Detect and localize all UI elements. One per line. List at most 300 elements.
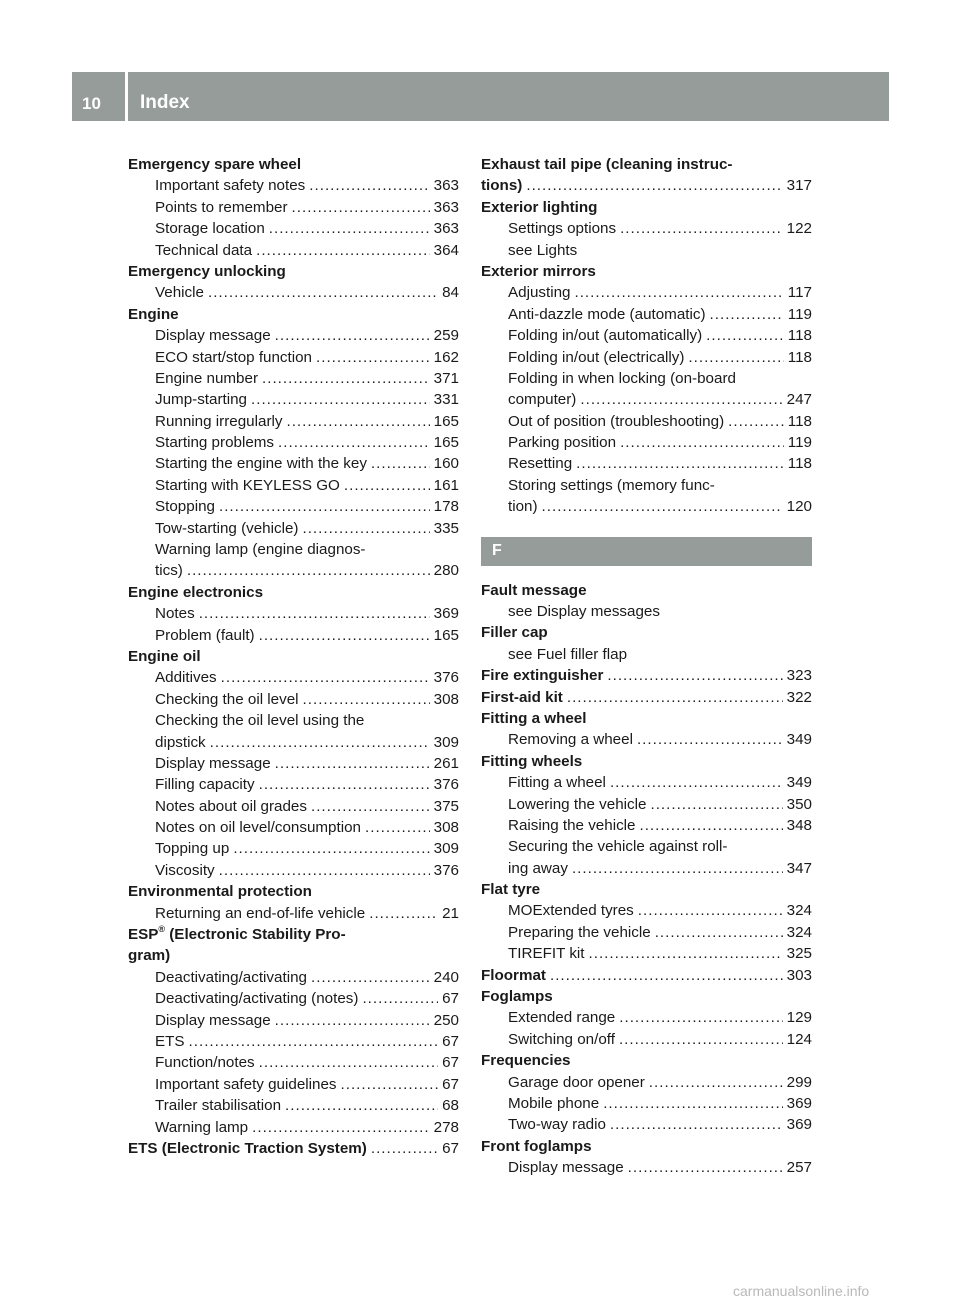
page-ref[interactable]: 120 <box>786 498 812 516</box>
leader-dots <box>574 282 783 303</box>
entry-text: Problem (fault) <box>155 626 255 644</box>
page-ref[interactable]: 124 <box>786 1030 812 1048</box>
page-ref[interactable]: 165 <box>433 626 459 644</box>
index-group-f <box>481 580 812 1179</box>
header-divider <box>125 72 128 121</box>
leader-dots <box>371 1138 438 1159</box>
entry-text: Display message <box>508 1159 624 1177</box>
section-letter: F <box>492 541 502 559</box>
page-ref[interactable]: 363 <box>433 220 459 238</box>
entry-text: Lowering the vehicle <box>508 795 647 813</box>
page-ref[interactable]: 68 <box>442 1097 459 1115</box>
entry-text: Folding in/out (automatically) <box>508 327 703 345</box>
index-subentry <box>128 218 459 239</box>
index-subentry <box>128 347 459 368</box>
entry-text: Additives <box>155 669 217 687</box>
leader-dots <box>199 603 430 624</box>
index-subentry <box>128 732 459 753</box>
leader-dots <box>302 518 429 539</box>
index-subentry <box>481 389 812 410</box>
leader-dots <box>567 687 783 708</box>
entry-text: Parking position <box>508 434 617 452</box>
index-subentry <box>128 240 459 261</box>
index-subentry <box>481 368 812 389</box>
page-ref[interactable]: 84 <box>442 284 459 302</box>
index-subentry <box>481 1072 812 1093</box>
entry-text: Display message <box>155 327 271 345</box>
entry-text: see Fuel filler flap <box>508 645 628 663</box>
entry-text: gram) <box>128 947 171 965</box>
entry-text: Frequencies <box>481 1052 571 1070</box>
entry-text: Engine number <box>155 369 259 387</box>
leader-dots <box>607 665 782 686</box>
page-ref[interactable]: 165 <box>433 434 459 452</box>
leader-dots <box>572 858 783 879</box>
leader-dots <box>303 689 430 710</box>
page-ref[interactable]: 347 <box>786 859 812 877</box>
entry-text: Mobile phone <box>508 1095 600 1112</box>
page-ref[interactable]: 322 <box>786 688 812 706</box>
page-ref[interactable]: 364 <box>433 241 459 259</box>
page-ref[interactable]: 118 <box>787 455 812 473</box>
leader-dots <box>316 347 430 368</box>
entry-text: Fitting wheels <box>481 752 583 770</box>
page-ref[interactable]: 119 <box>787 305 812 323</box>
page-ref[interactable]: 309 <box>433 733 459 751</box>
entry-text: Foglamps <box>481 988 553 1006</box>
page-ref[interactable]: 160 <box>433 455 459 473</box>
index-entry <box>481 261 812 282</box>
leader-dots <box>344 475 430 496</box>
leader-dots <box>219 496 430 517</box>
entry-text <box>128 924 346 945</box>
page-ref[interactable]: 129 <box>786 1009 812 1027</box>
entry-text: Environmental protection <box>128 883 312 901</box>
index-subentry <box>128 903 459 924</box>
index-subentry <box>128 453 459 474</box>
leader-dots <box>275 753 430 774</box>
page-ref[interactable]: 259 <box>433 327 459 345</box>
index-column-right <box>481 154 812 1179</box>
entry-text: tions) <box>481 177 523 195</box>
index-subentry <box>481 601 812 622</box>
index-subentry <box>481 218 812 239</box>
page-ref[interactable]: 250 <box>433 1011 459 1029</box>
page-ref[interactable]: 369 <box>433 605 459 623</box>
leader-dots <box>311 967 430 988</box>
entry-text: Storage location <box>155 220 265 238</box>
index-subentry <box>128 496 459 517</box>
entry-text: Running irregularly <box>155 412 283 430</box>
leader-dots <box>628 1157 783 1178</box>
entry-text: Exterior mirrors <box>481 262 596 280</box>
page-ref[interactable]: 161 <box>433 476 459 494</box>
index-entry <box>128 1138 459 1159</box>
entry-text: tion) <box>508 498 538 516</box>
index-subentry <box>128 689 459 710</box>
page-ref[interactable]: 363 <box>433 198 459 216</box>
entry-text: ETS (Electronic Traction System) <box>128 1139 367 1157</box>
leader-dots <box>688 347 783 368</box>
entry-text: Returning an end-of-life vehicle <box>155 904 366 922</box>
index-subentry <box>128 411 459 432</box>
index-subentry <box>481 240 812 261</box>
leader-dots <box>371 453 430 474</box>
index-entry <box>128 924 459 945</box>
leader-dots <box>610 1114 783 1135</box>
leader-dots <box>638 900 783 921</box>
index-subentry <box>481 1007 812 1028</box>
page-header <box>72 72 889 121</box>
entry-text: Fitting a wheel <box>508 774 606 792</box>
entry-text: Resetting <box>508 455 573 473</box>
leader-dots <box>362 988 438 1009</box>
entry-text: Viscosity <box>155 861 215 879</box>
entry-text: Topping up <box>155 840 230 858</box>
index-subentry <box>481 794 812 815</box>
entry-text: Vehicle <box>155 284 204 302</box>
page-ref[interactable]: 118 <box>787 327 812 345</box>
entry-text: ETS <box>155 1033 185 1050</box>
index-subentry <box>128 197 459 218</box>
entry-text: Fault message <box>481 581 587 599</box>
page-ref[interactable]: 162 <box>433 348 459 366</box>
index-subentry <box>128 175 459 196</box>
index-subentry <box>128 432 459 453</box>
entry-text: Notes on oil level/consumption <box>155 819 361 837</box>
index-subentry <box>128 817 459 838</box>
leader-dots <box>589 943 783 964</box>
entry-text: Out of position (troubleshooting) <box>508 412 725 430</box>
index-entry <box>128 945 459 966</box>
entry-text: Raising the vehicle <box>508 816 636 834</box>
index-subentry <box>128 988 459 1009</box>
entry-text: Fire extinguisher <box>481 667 604 685</box>
index-column-left <box>128 154 459 1159</box>
leader-dots <box>285 1095 438 1116</box>
entry-text: Removing a wheel <box>508 731 633 749</box>
entry-text: Trailer stabilisation <box>155 1097 282 1115</box>
page-ref[interactable]: 324 <box>786 902 812 920</box>
index-subentry <box>481 1114 812 1135</box>
index-subentry <box>128 667 459 688</box>
page-ref[interactable]: 308 <box>433 819 459 837</box>
page-ref[interactable]: 331 <box>433 391 459 409</box>
index-subentry <box>481 901 812 922</box>
leader-dots <box>526 175 782 196</box>
section-letter-bar <box>481 537 812 566</box>
index-subentry <box>128 1031 459 1052</box>
index-entry <box>481 197 812 218</box>
entry-text: Fitting a wheel <box>481 709 587 727</box>
page-ref[interactable]: 278 <box>433 1118 459 1136</box>
entry-text: Flat tyre <box>481 881 541 899</box>
page-ref[interactable]: 349 <box>786 731 812 749</box>
entry-text: ing away <box>508 859 568 877</box>
index-entry <box>481 1050 812 1071</box>
registered-mark: ® <box>158 924 166 935</box>
entry-text: Warning lamp <box>155 1118 249 1136</box>
index-subentry <box>481 922 812 943</box>
leader-dots <box>369 903 438 924</box>
index-entry <box>128 582 459 603</box>
index-subentry <box>128 796 459 817</box>
entry-text: Engine oil <box>128 647 201 665</box>
leader-dots <box>233 838 429 859</box>
index-subentry <box>481 815 812 836</box>
leader-dots <box>619 1007 782 1028</box>
index-subentry <box>128 774 459 795</box>
entry-text: Engine <box>128 305 179 323</box>
leader-dots <box>620 218 783 239</box>
watermark: carmanualsonline.info <box>733 1283 870 1299</box>
leader-dots <box>259 774 430 795</box>
index-subentry <box>128 839 459 860</box>
index-entry <box>481 879 812 900</box>
entry-text: Switching on/off <box>508 1030 615 1048</box>
index-subentry <box>128 625 459 646</box>
page-ref[interactable]: 67 <box>442 1139 459 1157</box>
index-entry <box>481 580 812 601</box>
index-entry <box>128 304 459 325</box>
leader-dots <box>259 625 430 646</box>
entry-text: Display message <box>155 1011 271 1029</box>
page-ref[interactable]: 317 <box>786 177 812 195</box>
page-ref[interactable]: 375 <box>433 797 459 815</box>
entry-text: Starting the engine with the key <box>155 455 367 473</box>
leader-dots <box>650 794 782 815</box>
index-subentry <box>128 560 459 581</box>
page-ref[interactable]: 376 <box>433 776 459 794</box>
page-ref[interactable]: 324 <box>786 923 812 941</box>
entry-term: ESP <box>128 926 159 944</box>
page-ref[interactable]: 350 <box>786 795 812 813</box>
index-subentry <box>481 1157 812 1178</box>
index-entry <box>481 708 812 729</box>
leader-dots <box>187 560 430 581</box>
page-ref[interactable]: 119 <box>787 434 812 452</box>
entry-text: Points to remember <box>155 198 288 216</box>
leader-dots <box>252 1117 430 1138</box>
index-subentry <box>481 644 812 665</box>
index-subentry <box>128 1095 459 1116</box>
index-entry <box>481 965 812 986</box>
page-ref[interactable]: 247 <box>786 391 812 409</box>
index-subentry <box>128 753 459 774</box>
leader-dots <box>637 729 783 750</box>
page-ref[interactable]: 348 <box>786 816 812 834</box>
leader-dots <box>275 1010 430 1031</box>
page-ref[interactable]: 369 <box>786 1116 812 1134</box>
index-subentry <box>128 518 459 539</box>
entry-text: Securing the vehicle against roll- <box>508 838 728 856</box>
page-ref[interactable]: 122 <box>786 220 812 238</box>
page-ref[interactable]: 165 <box>433 412 459 430</box>
leader-dots <box>603 1093 782 1114</box>
leader-dots <box>710 304 784 325</box>
page-title: Index <box>140 92 190 113</box>
entry-text: Folding in when locking (on-board <box>508 369 736 387</box>
page-ref[interactable]: 299 <box>786 1073 812 1091</box>
leader-dots <box>365 817 430 838</box>
page-ref[interactable]: 117 <box>787 284 812 302</box>
page-ref[interactable]: 261 <box>433 754 459 772</box>
page-ref[interactable]: 67 <box>442 1075 459 1093</box>
index-entry <box>481 986 812 1007</box>
page-ref[interactable]: 325 <box>786 945 812 963</box>
page-ref[interactable]: 118 <box>787 412 812 430</box>
leader-dots <box>619 1029 783 1050</box>
page-ref[interactable]: 280 <box>433 562 459 580</box>
page-ref[interactable]: 67 <box>442 990 459 1008</box>
page-ref[interactable]: 67 <box>442 1033 459 1050</box>
entry-text: Tow-starting (vehicle) <box>155 519 299 537</box>
index-entry <box>481 687 812 708</box>
entry-text: Important safety notes <box>155 177 306 195</box>
index-subentry <box>481 411 812 432</box>
entry-text: computer) <box>508 391 577 409</box>
index-subentry <box>481 836 812 857</box>
index-subentry <box>128 860 459 881</box>
entry-text: Checking the oil level <box>155 690 299 708</box>
entry-text: Folding in/out (electrically) <box>508 348 685 366</box>
entry-text: Floormat <box>481 966 546 984</box>
page-ref[interactable]: 118 <box>787 348 812 366</box>
leader-dots <box>275 325 430 346</box>
index-subentry <box>128 325 459 346</box>
page-ref[interactable]: 308 <box>433 690 459 708</box>
page-ref[interactable]: 240 <box>433 968 459 986</box>
index-subentry <box>481 325 812 346</box>
page-ref[interactable]: 371 <box>433 369 459 387</box>
page-ref[interactable]: 363 <box>433 177 459 195</box>
entry-text: Notes <box>155 605 195 623</box>
index-subentry <box>481 943 812 964</box>
page-ref[interactable]: 376 <box>433 669 459 687</box>
index-subentry <box>481 453 812 474</box>
page-ref[interactable]: 257 <box>786 1159 812 1177</box>
leader-dots <box>269 218 430 239</box>
leader-dots <box>341 1074 439 1095</box>
page-ref[interactable]: 323 <box>786 667 812 685</box>
entry-text: dipstick <box>155 733 206 751</box>
entry-text: Warning lamp (engine diagnos- <box>155 541 366 559</box>
index-subentry <box>128 1117 459 1138</box>
leader-dots <box>649 1072 783 1093</box>
index-subentry <box>481 772 812 793</box>
index-group-e <box>481 154 812 518</box>
leader-dots <box>251 389 430 410</box>
leader-dots <box>259 1052 438 1073</box>
page-ref[interactable]: 335 <box>433 519 459 537</box>
entry-text: tics) <box>155 562 183 580</box>
leader-dots <box>189 1031 439 1052</box>
index-entry <box>481 1136 812 1157</box>
entry-text: Garage door opener <box>508 1073 645 1091</box>
index-subentry <box>481 1029 812 1050</box>
leader-dots <box>311 796 430 817</box>
entry-text: First-aid kit <box>481 688 563 706</box>
entry-text: Notes about oil grades <box>155 797 307 815</box>
index-entry <box>128 154 459 175</box>
entry-text: MOExtended tyres <box>508 902 634 920</box>
entry-text: Deactivating/activating <box>155 968 307 986</box>
page-ref[interactable]: 349 <box>786 774 812 792</box>
leader-dots <box>639 815 782 836</box>
index-entry <box>481 622 812 643</box>
leader-dots <box>728 411 784 432</box>
index-subentry <box>481 432 812 453</box>
entry-text: Preparing the vehicle <box>508 923 651 941</box>
entry-text: Starting problems <box>155 434 275 452</box>
leader-dots <box>219 860 430 881</box>
entry-text: Important safety guidelines <box>155 1075 337 1093</box>
entry-text: Filling capacity <box>155 776 255 794</box>
entry-text: Checking the oil level using the <box>155 712 365 730</box>
index-subentry <box>481 475 812 496</box>
entry-text: Front foglamps <box>481 1137 592 1155</box>
index-subentry <box>481 858 812 879</box>
leader-dots <box>221 667 430 688</box>
leader-dots <box>580 389 782 410</box>
entry-text: Function/notes <box>155 1054 255 1072</box>
index-subentry <box>128 539 459 560</box>
page-ref[interactable]: 67 <box>442 1054 459 1072</box>
page-number: 10 <box>82 94 101 113</box>
entry-text: Adjusting <box>508 284 571 302</box>
index-subentry <box>128 1052 459 1073</box>
entry-text: ECO start/stop function <box>155 348 313 366</box>
index-subentry <box>481 347 812 368</box>
leader-dots <box>610 772 783 793</box>
entry-text: Jump-starting <box>155 391 248 409</box>
index-subentry <box>128 389 459 410</box>
entry-text: Exhaust tail pipe (cleaning instruc- <box>481 155 733 173</box>
index-entry <box>128 261 459 282</box>
leader-dots <box>620 432 784 453</box>
page-ref[interactable]: 303 <box>786 966 812 984</box>
entry-text: see Display messages <box>508 603 660 621</box>
entry-text: Two-way radio <box>508 1116 606 1134</box>
leader-dots <box>208 282 438 303</box>
page-ref[interactable]: 178 <box>433 498 459 516</box>
entry-term-rest: (Electronic Stability Pro- <box>165 926 346 944</box>
page-ref[interactable]: 21 <box>442 904 459 922</box>
page-ref[interactable]: 309 <box>433 840 459 858</box>
index-subentry <box>128 967 459 988</box>
index-entry <box>481 175 812 196</box>
leader-dots <box>210 732 430 753</box>
page-ref[interactable]: 369 <box>786 1095 812 1112</box>
leader-dots <box>542 496 783 517</box>
index-subentry <box>128 282 459 303</box>
entry-text: Display message <box>155 754 271 772</box>
index-subentry <box>481 496 812 517</box>
entry-text: Anti-dazzle mode (automatic) <box>508 305 706 323</box>
entry-text: Starting with KEYLESS GO <box>155 476 340 494</box>
index-subentry <box>128 603 459 624</box>
index-entry <box>128 881 459 902</box>
index-entry <box>128 646 459 667</box>
leader-dots <box>292 197 430 218</box>
entry-text: Filler cap <box>481 624 548 642</box>
page-ref[interactable]: 376 <box>433 861 459 879</box>
index-subentry <box>128 1074 459 1095</box>
leader-dots <box>309 175 429 196</box>
entry-text: TIREFIT kit <box>508 945 585 963</box>
leader-dots <box>576 453 784 474</box>
entry-text: Settings options <box>508 220 617 238</box>
